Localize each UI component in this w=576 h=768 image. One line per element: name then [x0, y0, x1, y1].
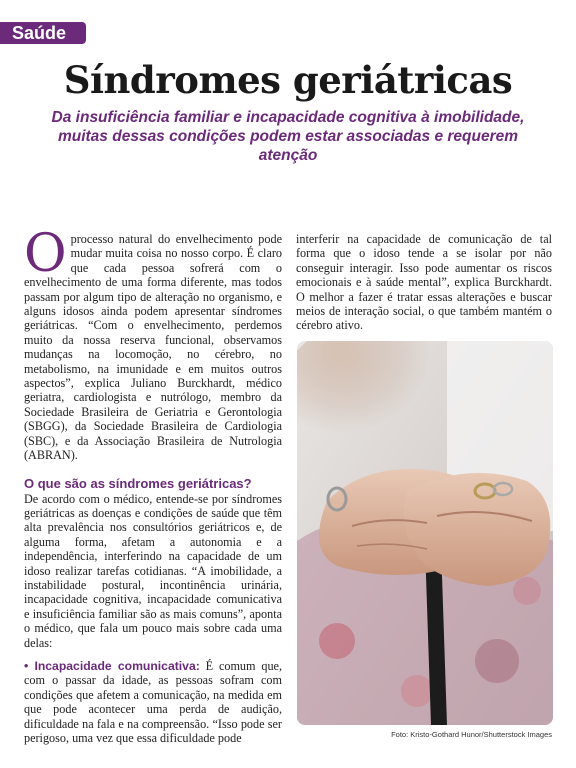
left-column: [24, 224, 282, 745]
intro-paragraph: [24, 224, 282, 463]
section-tag: Saúde: [0, 22, 86, 44]
article-photo: [297, 341, 553, 725]
bullet-text: É comum que, com o passar da idade, as pessoas sofram com condições que afetem a comunicação, na medida em que pode acontecer uma perda de audição, dificuldade na fala e na compreensão. “Isso pode ser perigoso, uma vez que essa dificuldade pode: [24, 658, 282, 745]
bullet-paragraph: [24, 659, 282, 745]
bullet-label: • Incapacidade comunicativa:: [24, 658, 200, 673]
article-title: Síndromes geriátricas: [63, 58, 513, 102]
continuation-paragraph: interferir na capacidade de comunicação de tal forma que o idoso tende a se isolar por não conseguir interagir. Isso pode aumentar os riscos emocionais e à saúde mental”, explica Burckhardt. O melhor a fazer é tratar essas alterações e buscar meios de interação social, o que também mantém o cérebro ativo.: [296, 232, 552, 333]
article-subtitle: Da insuficiência familiar e incapacidade cognitiva à imobilidade, muitas dessas condições podem estar associadas e requerem atenção: [51, 109, 525, 164]
intro-text: processo natural do envelhecimento pode mudar muita coisa no nosso corpo. É claro que cada pessoa sofrerá com o envelhecimento de uma forma diferente, mas todos passam por algum tipo de alteração no organismo, e alguns idosos ainda podem apresentar síndromes geriátricas. “Com o envelhecimento, perdemos muito da nossa reserva funcional, observamos mudanças na locomoção, no cérebro, no metabolismo, na imunidade e em muitos outros aspectos”, explica Juliano Burckhardt, médico geriatra, cardiologista e nutrólogo, membro da Sociedade Brasileira de Geriatria e Gerontologia (SBGG), da Sociedade Brasileira de Cardiologia (SBC), e da Associação Brasileira de Nutrologia (ABRAN).: [24, 232, 282, 463]
body-paragraph: De acordo com o médico, entende-se por síndromes geriátricas as doenças e condições de saúde que têm alta prevalência nos consultórios geriátricos e, de alguma forma, afetam a autonomia e a independência, interferindo na capacidade de um idoso realizar tarefas cotidianas. “A imobilidade, a instabilidade postural, incontinência urinária, incapacidade cognitiva, incapacidade comunicativa e insuficiência familiar são as mais comuns”, aponta o médico, que fala um pouco mais sobre cada uma delas:: [24, 491, 282, 650]
elderly-hands-cane-image: [297, 341, 553, 725]
right-column: [296, 232, 552, 333]
drop-cap: O: [24, 224, 67, 284]
section-subheading: O que são as síndromes geriátricas?: [24, 475, 252, 491]
photo-credit: Foto: Kristo-Gothard Hunor/Shutterstock Images: [391, 730, 552, 739]
